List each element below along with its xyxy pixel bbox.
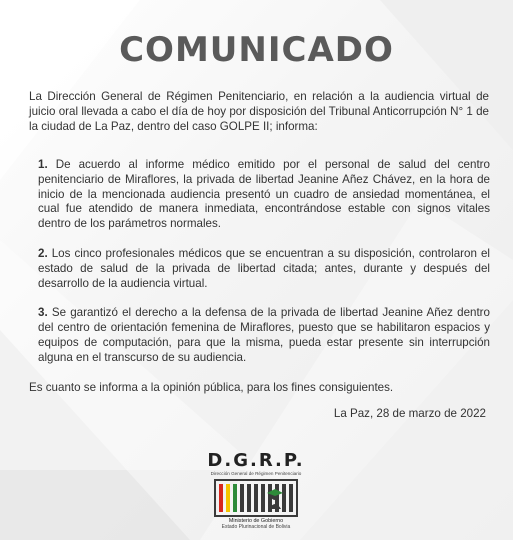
point-text: Los cinco profesionales médicos que se encuentran a su disposición, controlaron el estado de salud de la privada de libertad citada; antes, durante y después del desarrollo de la audiencia virtual.	[38, 246, 490, 290]
closing-statement: Es cuanto se informa a la opinión pública, para los fines consiguientes.	[29, 381, 394, 394]
intro-paragraph: La Dirección General de Régimen Penitenciario, en relación a la audiencia virtual de juicio oral llevada a cabo el día de hoy por disposición del Tribunal Anticorrupción N° 1 de la ciudad de La Paz, dentro del caso GOLPE II; informa:	[29, 90, 489, 133]
page-title: COMUNICADO	[119, 30, 394, 70]
point-number: 3.	[38, 306, 48, 320]
logo-ministry: Ministerio de Gobierno	[228, 518, 284, 524]
point-number: 2.	[38, 246, 48, 260]
logo-acronym: D.G.R.P.	[207, 450, 305, 471]
point-3	[38, 306, 490, 365]
point-1	[38, 158, 490, 232]
numbered-points	[38, 158, 490, 381]
point-text: De acuerdo al informe médico emitido por el personal de salud del centro penitenciario de Miraflores, la privada de libertad Jeanine Añez Chávez, en la hora de inicio de la mencionada audiencia presentó un cuadro de ansiedad momentánea, el cual fue atendido de manera inmediata, encontrándose estable con signos vitales dentro de los parámetros normales.	[38, 158, 490, 231]
dgrp-logo	[199, 451, 313, 540]
logo-subtitle: Dirección General de Régimen Penitenciario	[210, 471, 302, 476]
date-line: La Paz, 28 de marzo de 2022	[333, 407, 486, 420]
prison-emblem-icon	[213, 479, 299, 517]
point-number: 1.	[38, 158, 48, 171]
logo-state: Estado Plurinacional de Bolivia	[221, 524, 291, 530]
point-text: Se garantizó el derecho a la defensa de la privada de libertad Jeanine Añez dentro del centro de orientación femenina de Miraflores, puesto que se habilitaron espacios y equipos de computación, para que la misma, pueda estar presente sin interrupción alguna en el transcurso de su audiencia.	[38, 306, 490, 364]
point-2	[38, 247, 490, 291]
